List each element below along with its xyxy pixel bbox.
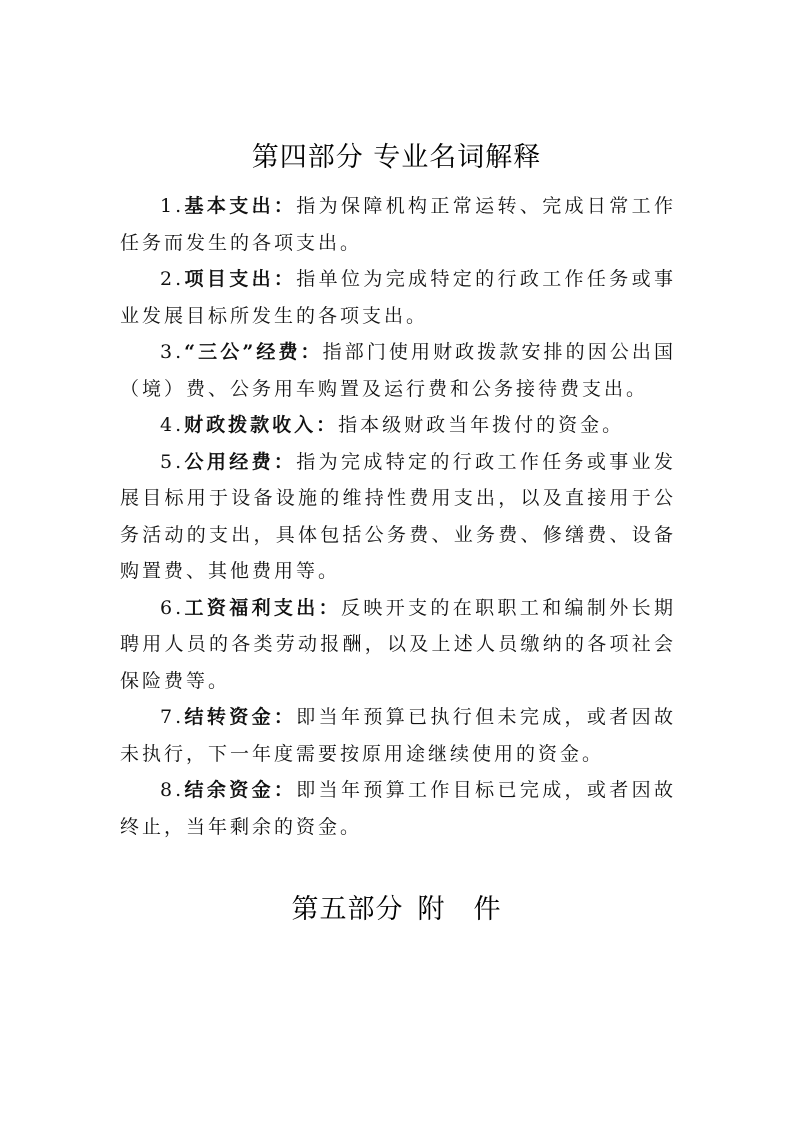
glossary-item-2: [120, 261, 676, 334]
glossary-list: [120, 188, 676, 845]
item-definition: 指部门使用财政拨款安排的因公出国（境）费、公务用车购置及运行费和公务接待费支出。: [120, 341, 676, 400]
glossary-item-5: [120, 444, 676, 590]
section-5-title-a: 附: [417, 894, 446, 925]
item-definition: 指本级财政当年拨付的资金。: [338, 414, 625, 436]
item-number: 3.: [160, 341, 185, 363]
item-number: 2.: [160, 268, 185, 290]
glossary-item-4: [120, 407, 676, 444]
item-term: 结余资金：: [184, 779, 297, 801]
item-definition: 反映开支的在职职工和编制外长期聘用人员的各类劳动报酬，以及上述人员缴纳的各项社会保险费等。: [120, 596, 676, 692]
item-definition: 即当年预算已执行但未完成，或者因故未执行，下一年度需要按原用途继续使用的资金。: [120, 706, 676, 765]
item-term: 工资福利支出：: [184, 596, 341, 619]
item-definition: 指为完成特定的行政工作任务或事业发展目标用于设备设施的维持性费用支出，以及直接用于公务活动的支出，具体包括公务费、业务费、修缮费、设备购置费、其他费用等。: [120, 450, 676, 582]
item-definition: 指单位为完成特定的行政工作任务或事业发展目标所发生的各项支出。: [120, 268, 676, 327]
glossary-item-6: [120, 590, 676, 700]
item-term: 财政拨款收入：: [184, 414, 339, 436]
item-term: 公用经费：: [184, 450, 297, 473]
item-number: 7.: [160, 706, 185, 728]
item-number: 4.: [160, 414, 185, 436]
item-number: 8.: [160, 779, 185, 801]
glossary-item-1: [120, 188, 676, 261]
glossary-item-8: [120, 772, 676, 845]
glossary-item-7: [120, 699, 676, 772]
item-term: 结转资金：: [184, 706, 297, 728]
section-5-title-b: 件: [473, 894, 502, 925]
item-definition: 即当年预算工作目标已完成，或者因故终止，当年剩余的资金。: [120, 779, 676, 838]
section-5-title: [0, 892, 793, 928]
item-number: 1.: [160, 195, 185, 217]
item-number: 6.: [160, 596, 185, 619]
section-5-part: 第五部分: [291, 894, 404, 925]
glossary-item-3: [120, 334, 676, 407]
item-term: “三公”经费：: [184, 341, 323, 363]
item-number: 5.: [160, 450, 185, 473]
item-term: 项目支出：: [184, 268, 297, 290]
item-term: 基本支出：: [184, 195, 297, 217]
item-definition: 指为保障机构正常运转、完成日常工作任务而发生的各项支出。: [120, 195, 676, 254]
section-4-title: 第四部分 专业名词解释: [251, 142, 542, 173]
